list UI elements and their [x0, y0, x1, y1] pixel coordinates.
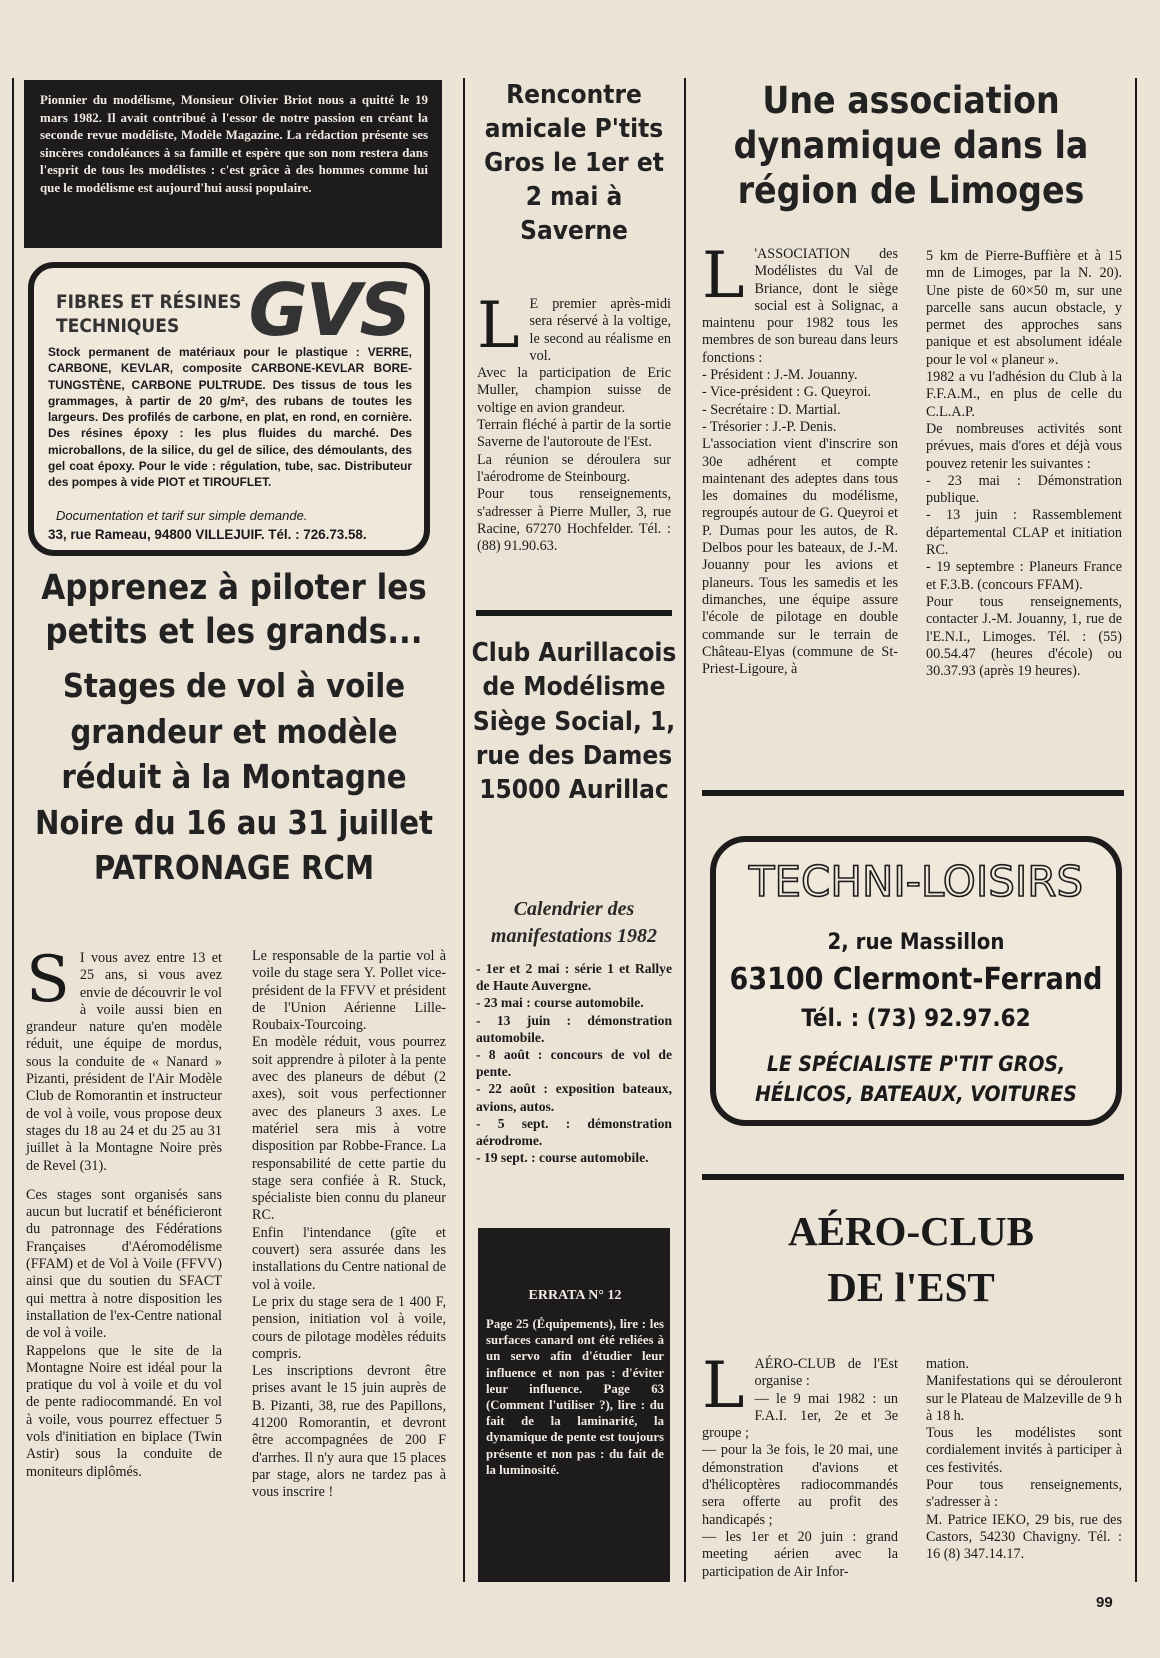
- limoges-role: - Président : J.-M. Jouanny.: [702, 367, 858, 384]
- stage-col2-p1: Le responsable de la partie vol à voile du stage sera Y. Pollet vice-président de la FFVV et président de l'Union Aérienne Lille-Roubaix-Tourcoing.: [252, 948, 446, 1034]
- techni-tagline-2: HÉLICOS, BATEAUX, VOITURES: [755, 1082, 1077, 1106]
- limoges-role: - Trésorier : J.-P. Denis.: [702, 418, 837, 435]
- limoges-event: - 13 juin : Rassemblement départemental CLAP et initiation RC.: [926, 507, 1122, 559]
- saverne-p3: Terrain fléché à partir de la sortie Saverne de l'autoroute de l'Est.: [477, 417, 671, 451]
- obituary-text: Pionnier du modélisme, Monsieur Olivier Briot nous a quitté le 19 mars 1982. Il avait contribué à l'essor de notre passion en créant la seconde revue modéliste, Modèle Magazine. La rédaction présente ses sincères condoléances à sa famille et espère que son nom restera dans l'esprit de tous les modélistes : c'est grâce à des hommes comme lui que le modélisme est aujourd'hui aussi populaire.: [40, 93, 428, 195]
- limoges-intro: 'ASSOCIATION des Modélistes du Val de Briance, dont le siège social est à Solignac, a maintenu pour 1982 tous les membres de son bureau dans leurs fonctions :: [702, 246, 898, 366]
- stage-col2-p2: En modèle réduit, vous pourrez soit apprendre à piloter à la pente avec des planeurs de début (2 axes), soit vous perfectionner avec des planeurs 3 axes. Le matériel sera mis à votre disposition par Robbe-France. La responsabilité de cette partie du stage sera confiée à R. Stuck, spécialiste bien connu du planeur RC.: [252, 1034, 446, 1224]
- column-rule-2: [684, 78, 686, 1582]
- stage-col2-p3: Enfin l'intendance (gîte et couvert) sera assurée dans les installations du Centre national de vol à voile.: [252, 1224, 446, 1293]
- saverne-title: Rencontre amicale P'tits Gros le 1er et 2 mai à Saverne: [484, 80, 664, 246]
- limoges-col2-b: 1982 a vu l'adhésion du Club à la F.F.A.M., en plus de celle du C.L.A.P.: [926, 369, 1122, 420]
- column-rule-right: [1135, 78, 1137, 1582]
- aero-c2-e: M. Patrice IEKO, 29 bis, rue des Castors, 54230 Chavigny. Tél. : 16 (8) 347.14.17.: [926, 1511, 1122, 1563]
- techni-phone: Tél. : (73) 92.97.62: [801, 1004, 1031, 1032]
- calendar-item: - 23 mai : course automobile.: [476, 995, 644, 1011]
- aero-c2-a: mation.: [926, 1356, 969, 1372]
- limoges-title: Une association dynamique dans la région de Limoges: [733, 79, 1089, 212]
- saverne-p5: Pour tous renseignements, s'adresser à Pierre Muller, 3, rue Racine, 67270 Hochfelder. Tél. : (88) 91.90.63.: [477, 486, 671, 555]
- gvs-logo: GVS: [248, 268, 410, 352]
- saverne-dropcap: L: [477, 289, 520, 363]
- stage-col2-p4: Le prix du stage sera de 1 400 F, pension, initiation vol à voile, cours de pilotage modèles réduits compris.: [252, 1293, 446, 1362]
- limoges-col-1: [702, 239, 898, 678]
- stage-title-2: Stages de vol à voile grandeur et modèle réduit à la Montagne Noire du 16 au 31 juillet PATRONAGE RCM: [34, 667, 434, 888]
- limoges-role: - Vice-président : G. Queyroi.: [702, 384, 872, 401]
- calendar-item: - 22 août : exposition bateaux, avions, autos.: [476, 1081, 672, 1114]
- gvs-ad-doc: Documentation et tarif sur simple demande.: [56, 508, 308, 523]
- aero-c2-c: Tous les modélistes sont cordialement invités à participer à ces festivités.: [926, 1425, 1122, 1476]
- techni-city: 63100 Clermont-Ferrand: [729, 962, 1103, 997]
- gvs-ad-address: 33, rue Rameau, 94800 VILLEJUIF. Tél. : 726.73.58.: [48, 527, 367, 542]
- aero-intro: AÉRO-CLUB de l'Est organise :: [754, 1356, 898, 1390]
- limoges-col1-b: L'association vient d'inscrire son 30e adhérent et compte maintenant des adeptes dans tous les domaines du modélisme, regroupés autour de G. Queyroi et P. Dumas pour les autos, de R. Delbos pour les bateaux, de J.-M. Jouanny pour les avions et planeurs. Tous les samedis et les dimanches, une équipe assure l'école de pilotage en double commande sur le terrain de Château-Elyas (commune de St-Priest-Ligoure, à: [702, 436, 898, 678]
- obituary-box: [24, 80, 442, 248]
- aero-c2-d: Pour tous renseignements, s'adresser à :: [926, 1477, 1122, 1511]
- limoges-event: - 19 septembre : Planeurs France et F.3.B. (concours FFAM).: [926, 559, 1122, 593]
- stage-col1-p3: Rappelons que le site de la Montagne Noire est idéal pour la pratique du vol à voile et du vol de pente radiocommandé. En vol à voile, vous pourrez effectuer 5 vols d'initiation en biplace (Twin Astir) sous la conduite de moniteurs diplômés.: [26, 1342, 222, 1480]
- page-number: 99: [1096, 1594, 1113, 1611]
- aero-col-2: [926, 1356, 1122, 1564]
- aero-title-1: AÉRO-CLUB: [787, 1208, 1035, 1254]
- saverne-p4: La réunion se déroulera sur l'aérodrome de Steinbourg.: [477, 451, 671, 485]
- stage-col1-p1: I vous avez entre 13 et 25 ans, si vous avez envie de découvrir le vol à voile aussi bien en grandeur nature qu'en modèle réduit, une équipe de mordus, sous la conduite de « Nanard » Pizanti, président de l'Air Modèle Club de Romorantin et instructeur de vol à voile, vous propose deux stages du 18 au 24 et du 25 au 31 juillet à la Montagne Noire près de Revel (31).: [26, 950, 222, 1174]
- calendar-item: - 5 sept. : démonstration aérodrome.: [476, 1115, 672, 1149]
- limoges-col2-c: De nombreuses activités sont prévues, mais d'ores et déjà vous pouvez retenir les suivantes :: [926, 420, 1122, 472]
- aero-dropcap: L: [702, 1349, 745, 1423]
- gvs-ad-title: FIBRES ET RÉSINES TECHNIQUES: [56, 291, 242, 337]
- calendar-item: - 19 sept. : course automobile.: [476, 1150, 649, 1166]
- limoges-col2-a: 5 km de Pierre-Buffière et à 15 mn de Limoges, par la N. 20). Une piste de 60×50 m, sur une parcelle sans aucun obstacle, y permet des approches sans panique et est absolument idéale pour le vol « planeur ».: [926, 248, 1122, 368]
- aero-item: — les 1er et 20 juin : grand meeting aérien avec la participation de Air Infor-: [702, 1528, 898, 1580]
- techni-street: 2, rue Massillon: [827, 930, 1005, 955]
- limoges-role: - Secrétaire : D. Martial.: [702, 401, 841, 418]
- calendar-item: - 13 juin : démonstration automobile.: [476, 1012, 672, 1045]
- aero-title-2: DE l'EST: [827, 1264, 995, 1310]
- aero-item: — pour la 3e fois, le 20 mai, une démonstration d'avions et d'hélicoptères radiocommandés sera offerte au profit des handicapés ;: [702, 1442, 898, 1528]
- errata-text: Page 25 (Équipements), lire : les surfaces canard ont été reliées à un servo afin d'étudier leur influence et non pas : d'éviter leur influence. Page 63 (Comment l'utiliser ?), lire : du fait de la laminarité, la dynamique de pente est toujours présente et non pas : du fait de la luminosité.: [486, 1317, 664, 1477]
- aurillac-title: Club Aurillacois de Modélisme Siège Social, 1, rue des Dames 15000 Aurillac: [471, 638, 677, 806]
- stage-col-2: [252, 948, 446, 1502]
- aero-c2-b: Manifestations qui se dérouleront sur le Plateau de Malzeville de 9 h à 18 h.: [926, 1373, 1122, 1424]
- aero-item: — le 9 mai 1982 : un F.A.I. 1er, 2e et 3e groupe ;: [702, 1390, 898, 1442]
- aurillac-calendar: [476, 960, 672, 1166]
- divider-limoges: [702, 790, 1124, 796]
- techni-ad: [710, 836, 1122, 1126]
- gvs-ad: [28, 262, 430, 556]
- techni-logo: TECHNI-LOISIRS: [748, 857, 1084, 906]
- errata-box: [478, 1228, 670, 1582]
- divider-techni: [702, 1174, 1124, 1180]
- errata-title: ERRATA N° 12: [528, 1288, 622, 1303]
- column-rule-left: [12, 78, 14, 1582]
- saverne-p2: Avec la participation de Eric Muller, champion suisse de voltige en avion grandeur.: [477, 365, 671, 416]
- limoges-col-2: [926, 248, 1122, 680]
- limoges-col2-d: Pour tous renseignements, contacter J.-M. Jouanny, 1, rue de l'E.N.I., Limoges. Tél. : (55) 00.54.47 (heures d'école) ou 30.37.93 (après 19 heures).: [926, 593, 1122, 680]
- divider-saverne: [476, 610, 672, 616]
- saverne-p1: E premier après-midi sera réservé à la voltige, le second au réalisme en vol.: [529, 296, 671, 364]
- stage-dropcap: S: [26, 943, 70, 1017]
- techni-tagline-1: LE SPÉCIALISTE P'TIT GROS,: [766, 1052, 1066, 1076]
- stage-col-1: [26, 943, 222, 1481]
- limoges-event: - 23 mai : Démonstration publique.: [926, 472, 1122, 507]
- aurillac-calendar-title: Calendrier des manifestations 1982: [490, 898, 658, 947]
- stage-col1-p2: Ces stages sont organisés sans aucun but lucratif et bénéficieront du patronnage des Fédérations Françaises d'Aéromodélisme (FFAM) et de Vol à Voile (FFVV) ainsi que du soutien du SFACT qui mettra à notre disposition les installation de l'ex-Centre national de vol à voile.: [26, 1186, 222, 1342]
- stage-col2-p5: Les inscriptions devront être prises avant le 15 juin auprès de B. Pizanti, 38, rue des Papillons, 41200 Romorantin, et devront être accompagnées de 200 F d'arrhes. Il n'y aura que 15 places par stage, alors ne tardez pas à vous inscrire !: [252, 1363, 446, 1501]
- stage-title-1: Apprenez à piloter les petits et les grands...: [41, 568, 427, 652]
- saverne-text: [477, 289, 671, 555]
- gvs-ad-body: Stock permanent de matériaux pour le plastique : VERRE, CARBONE, KEVLAR, composite CARBONE-KEVLAR BORE-TUNGSTÈNE, CARBONE PULTRUDE. Des tissus de tous les grammages, à partir de 20 g/m², des rubans de toutes les largeurs. Des profilés de carbone, en plat, en rond, en cornière. Des résines époxy : les plus fluides du marché. Des microballons, de la silice, du gel de silice, des démoulants, des gel coat époxy. Pour le vide : régulation, tube, sac. Distributeur des pompes à vide PIOT et TIROUFLET.: [48, 345, 412, 490]
- limoges-dropcap: L: [702, 239, 745, 313]
- column-rule-1: [463, 78, 465, 1582]
- calendar-item: - 1er et 2 mai : série 1 et Rallye de Haute Auvergne.: [476, 961, 672, 994]
- calendar-item: - 8 août : concours de vol de pente.: [476, 1047, 672, 1080]
- aero-col-1: [702, 1349, 898, 1581]
